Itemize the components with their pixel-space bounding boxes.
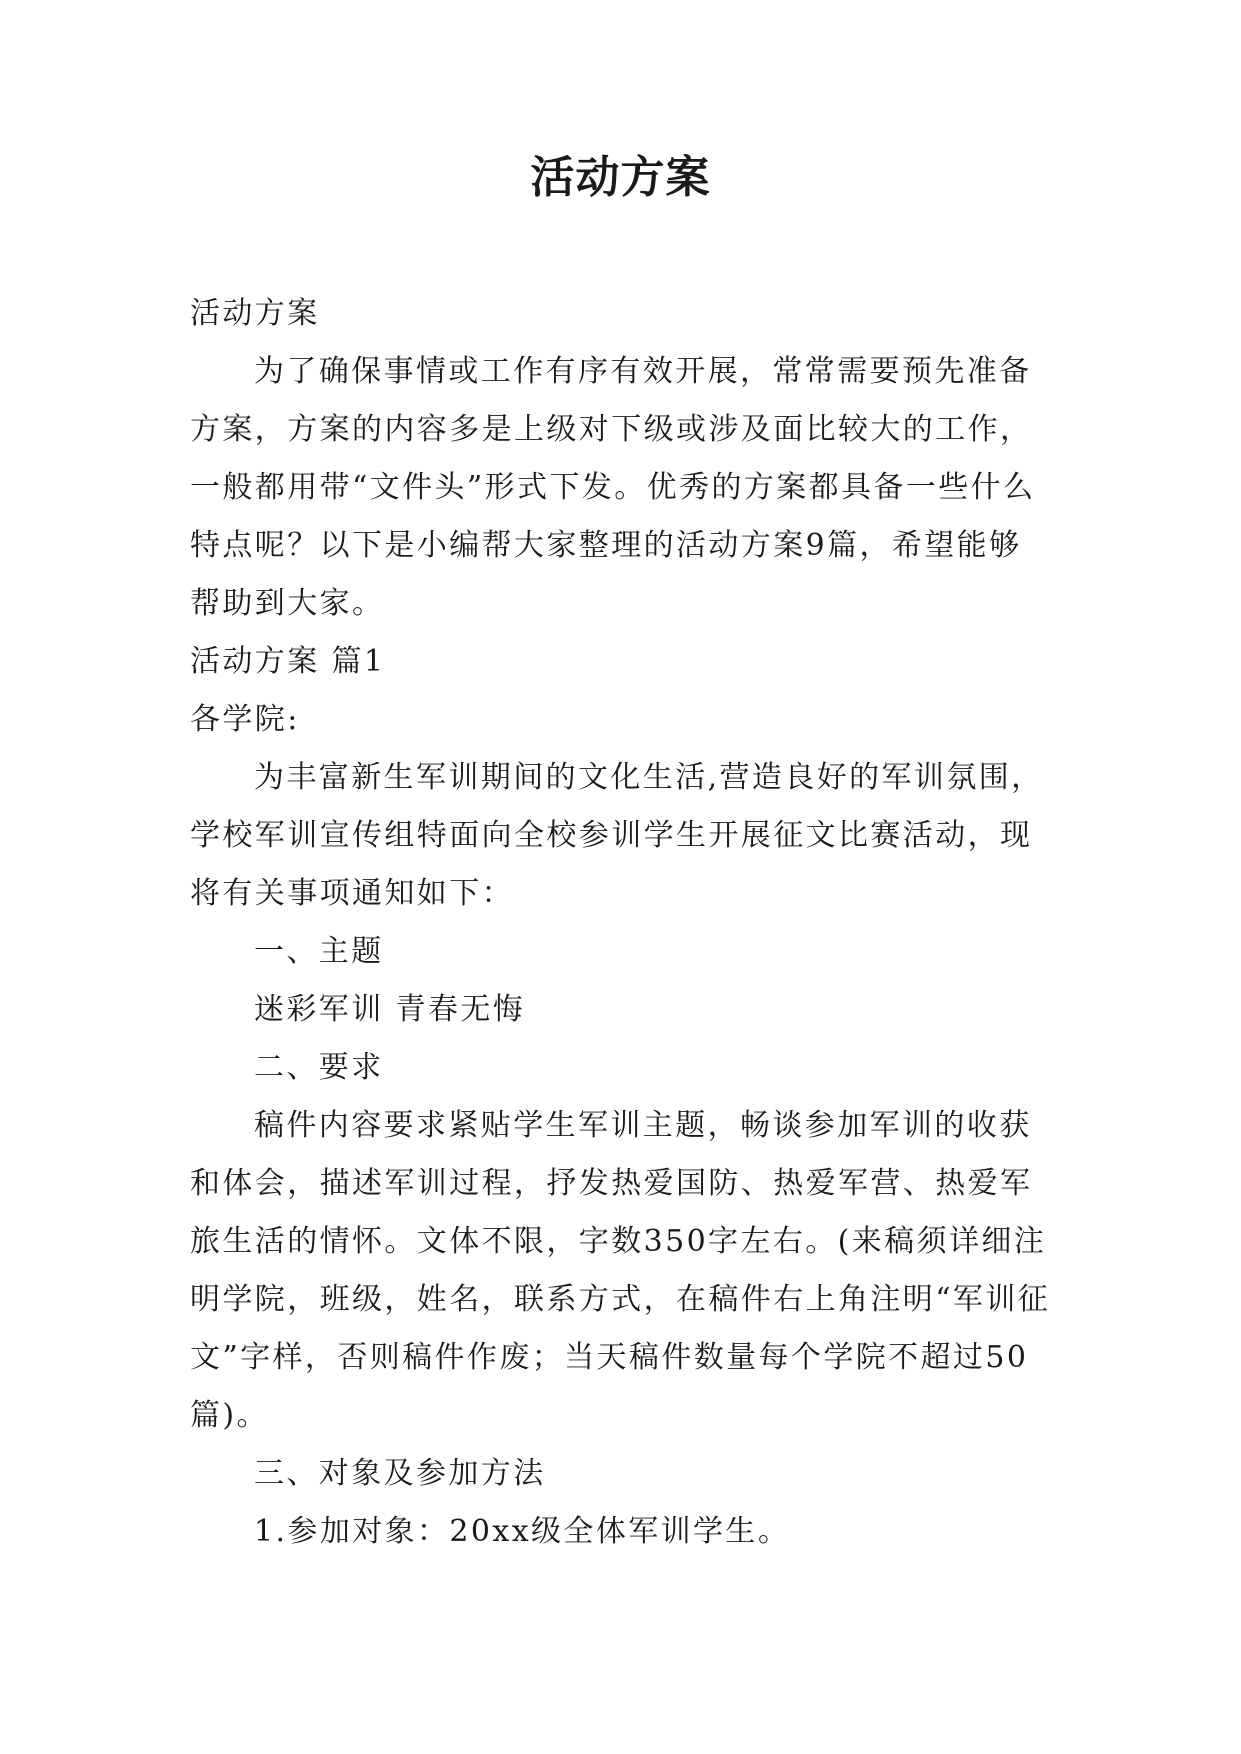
- item3-sub1: 1.参加对象：20xx级全体军训学生。: [254, 1514, 791, 1549]
- section-title: 活动方案 篇1: [190, 644, 386, 679]
- item1-heading: 一、主题: [254, 934, 384, 969]
- salutation: 各学院:: [190, 702, 300, 737]
- heading-line: 活动方案: [190, 296, 320, 331]
- document-title: 活动方案: [530, 152, 711, 203]
- item3-heading: 三、对象及参加方法: [254, 1456, 546, 1491]
- item2-text: 稿件内容要求紧贴学生军训主题，畅谈参加军训的收获和体会，描述军训过程，抒发热爱国防、热爱军营、热爱军旅生活的情怀。文体不限，字数350字左右。(来稿须详细注明学院，班级，姓名，联系方式，在稿件右上角注明“军训征文”字样，否则稿件作废；当天稿件数量每个学院不超过50篇)。: [190, 1108, 1051, 1433]
- notice-paragraph: 为丰富新生军训期间的文化生活,营造良好的军训氛围，学校军训宣传组特面向全校参训学生开展征文比赛活动，现将有关事项通知如下：: [190, 760, 1044, 911]
- item2-heading: 二、要求: [254, 1050, 384, 1085]
- document-body: [190, 285, 1052, 1561]
- item1-text: 迷彩军训 青春无悔: [254, 992, 526, 1027]
- intro-paragraph: 为了确保事情或工作有序有效开展，常常需要预先准备方案，方案的内容多是上级对下级或涉及面比较大的工作，一般都用带“文件头”形式下发。优秀的方案都具备一些什么特点呢？以下是小编帮大家整理的活动方案9篇，希望能够帮助到大家。: [190, 354, 1036, 621]
